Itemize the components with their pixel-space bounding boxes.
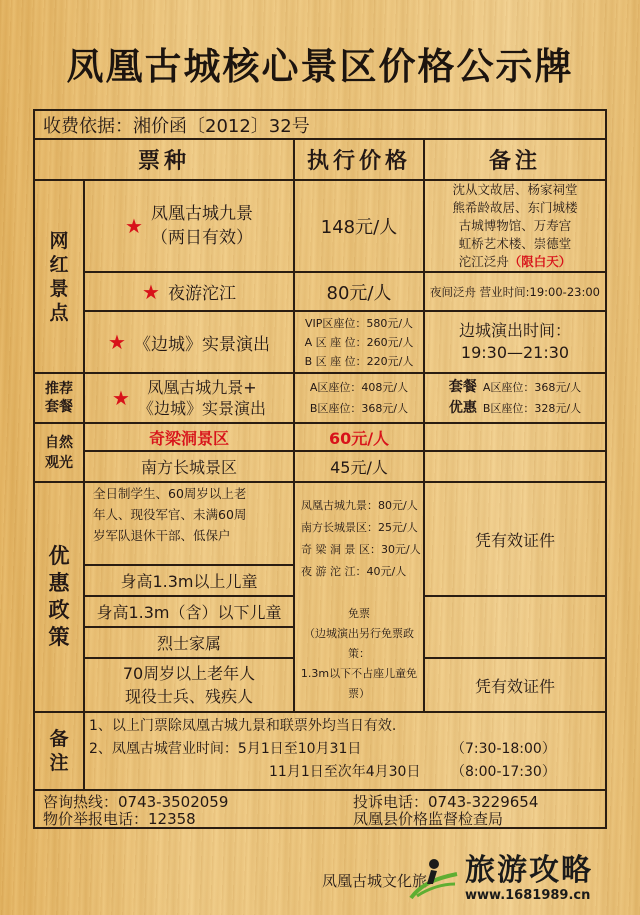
section-char: 点 (49, 301, 69, 324)
vline (83, 711, 85, 789)
star-icon: ★ (112, 386, 130, 410)
price-line: B区座位：328元/人 (482, 402, 582, 415)
remark-line: 沈从文故居、杨家祠堂 (452, 182, 578, 197)
remark-text: 沱江泛舟 (458, 254, 509, 269)
watermark-text (465, 854, 593, 904)
group-line: 年人、现役军官、未满60周 (93, 507, 247, 522)
section-char: 红 (49, 253, 69, 276)
remark-line: 虹桥艺术楼、崇德堂 (458, 236, 572, 251)
price-table (33, 109, 607, 829)
star-icon: ★ (125, 214, 143, 238)
notes-block (89, 715, 601, 787)
price-line: B 区 座 位：220元/人 (304, 354, 414, 368)
free-line: 1.3m以下不占座儿童免票） (300, 667, 418, 700)
remarks-biancheng (425, 312, 605, 372)
package-discount-prices (483, 377, 581, 419)
price-line: B区座位：368元/人 (309, 402, 409, 415)
section-char: 策 (48, 625, 70, 649)
fee-basis: 收费依据：湘价函〔2012〕32号 (43, 115, 310, 137)
section-nature (35, 424, 83, 481)
hotline: 咨询热线：0743-3502059 (43, 792, 229, 811)
free-line: （边城演出另行免票政策： (304, 627, 414, 660)
show-time-label: 边城演出时间： (458, 321, 571, 340)
section-youhui (35, 483, 83, 711)
section-line: 观光 (45, 454, 73, 471)
section-line: 套餐 (45, 399, 73, 415)
show-time: 19:30—21:30 (460, 343, 570, 362)
discount-group-1 (93, 483, 293, 564)
ticket-qiliang: 奇梁洞景区 (148, 428, 229, 448)
section-recommend (35, 374, 83, 422)
martyr-family: 烈士家属 (156, 634, 221, 653)
daytime-only-note: （限白天） (508, 254, 572, 269)
price-line: A 区 座 位：260元/人 (304, 335, 414, 349)
ticket-name: 凤凰古城九景+ (147, 378, 257, 397)
ticket-jiujing-text (151, 202, 253, 250)
traveler-logo-icon (407, 854, 461, 904)
section-char: 政 (48, 598, 70, 622)
ticket-jiujing (85, 181, 293, 271)
elder-remarks: 凭有效证件 (474, 676, 555, 696)
remark-line: 熊希龄故居、东门城楼 (452, 200, 578, 215)
header-price: 执行价格 (306, 149, 411, 174)
section-char: 惠 (48, 571, 70, 595)
price-jiujing: 148元/人 (320, 217, 398, 238)
note-line-1: 1、以上门票除凤凰古城九景和联票外均当日有效. (89, 718, 397, 734)
ticket-name: 《边城》实景演出 (137, 399, 266, 418)
price-qiliang: 60元/人 (328, 428, 390, 448)
section-beizhu (35, 713, 83, 789)
section-char: 注 (49, 752, 69, 774)
section-char: 优 (48, 544, 70, 568)
watermark-name: 旅游攻略 (465, 853, 593, 888)
star-icon: ★ (142, 279, 160, 304)
remark-line: 古城博物馆、万寿宫 (458, 218, 572, 233)
footer-issuer: 凤凰古城文化旅 (322, 872, 428, 890)
note-text: 11月1日至次年4月30日 (269, 764, 421, 780)
ticket-validity: （两日有效） (150, 228, 253, 248)
note-line-3 (89, 761, 601, 784)
group-line: 全日制学生、60周岁以上老 (93, 486, 247, 501)
price-line: 南方长城景区：25元/人 (301, 521, 418, 534)
ticket-name: 夜游沱江 (167, 284, 236, 304)
star-icon: ★ (108, 330, 126, 354)
price-line: VIP区座位：580元/人 (304, 316, 414, 330)
complaint-phone: 投诉电话：0743-3229654 (353, 792, 539, 811)
watermark (407, 848, 632, 910)
price-biancheng (295, 312, 423, 372)
note-line-2 (89, 738, 601, 761)
price-line: A区座位：408元/人 (309, 381, 409, 394)
ticket-taocan (85, 374, 293, 422)
price-line: 奇 梁 洞 景 区：30元/人 (301, 543, 421, 556)
header-ticket-type: 票种 (137, 149, 190, 174)
price-nanfang: 45元/人 (330, 458, 388, 477)
package-discount-label (449, 377, 477, 419)
price-taocan (295, 374, 423, 422)
price-report-phone: 物价举报电话：12358 (43, 809, 196, 828)
remark-line (459, 253, 572, 271)
hline (423, 595, 607, 597)
ticket-yeyou (85, 273, 293, 310)
hline (33, 711, 607, 713)
group-line: 现役士兵、残疾人 (124, 687, 253, 706)
section-wanghong (35, 181, 83, 372)
watermark-url: www.1681989.cn (465, 888, 591, 903)
child-over-1-3m: 身高1.3m以上儿童 (120, 572, 258, 591)
ticket-biancheng (85, 312, 293, 372)
note-time: （8:00-17:30） (451, 764, 556, 780)
remarks-yeyou: 夜间泛舟 营业时间:19:00-23:00 (430, 284, 600, 299)
price-line: 凤凰古城九景：80元/人 (301, 499, 418, 512)
discount-group-1-prices (295, 483, 423, 595)
price-yeyou: 80元/人 (326, 282, 392, 304)
ticket-name: 《边城》实景演出 (133, 334, 270, 355)
table-border-right (605, 109, 607, 829)
remarks-taocan (425, 374, 605, 422)
section-char: 备 (49, 728, 69, 750)
free-ticket-note (295, 597, 423, 711)
child-under-1-3m: 身高1.3m（含）以下儿童 (96, 603, 282, 622)
section-line: 自然 (45, 434, 73, 451)
elder-soldier-disabled (85, 659, 293, 711)
ticket-taocan-text (138, 377, 266, 419)
price-line: 夜 游 沱 江：40元/人 (301, 565, 407, 578)
section-char: 网 (49, 229, 69, 252)
header-remarks: 备注 (488, 149, 541, 174)
group-line: 岁军队退休干部、低保户 (93, 528, 231, 543)
ticket-nanfang: 南方长城景区 (140, 458, 237, 477)
section-line: 推荐 (45, 381, 73, 397)
ticket-name: 凤凰古城九景 (150, 204, 253, 224)
price-line: A区座位：368元/人 (482, 381, 582, 394)
label-line: 优惠 (448, 400, 477, 416)
page-title: 凤凰古城核心景区价格公示牌 (66, 45, 574, 88)
note-text: 2、凤凰古城营业时间：5月1日至10月31日 (89, 741, 362, 757)
group-line: 70周岁以上老年人 (122, 664, 256, 683)
label-line: 套餐 (448, 379, 477, 395)
section-char: 景 (49, 277, 69, 300)
price-bureau: 凤凰县价格监督检查局 (353, 809, 504, 828)
free-line: 免票 (348, 607, 370, 620)
note-time: （7:30-18:00） (451, 741, 556, 757)
remarks-jiujing (425, 181, 605, 271)
discount-group-1-remarks: 凭有效证件 (474, 530, 555, 550)
